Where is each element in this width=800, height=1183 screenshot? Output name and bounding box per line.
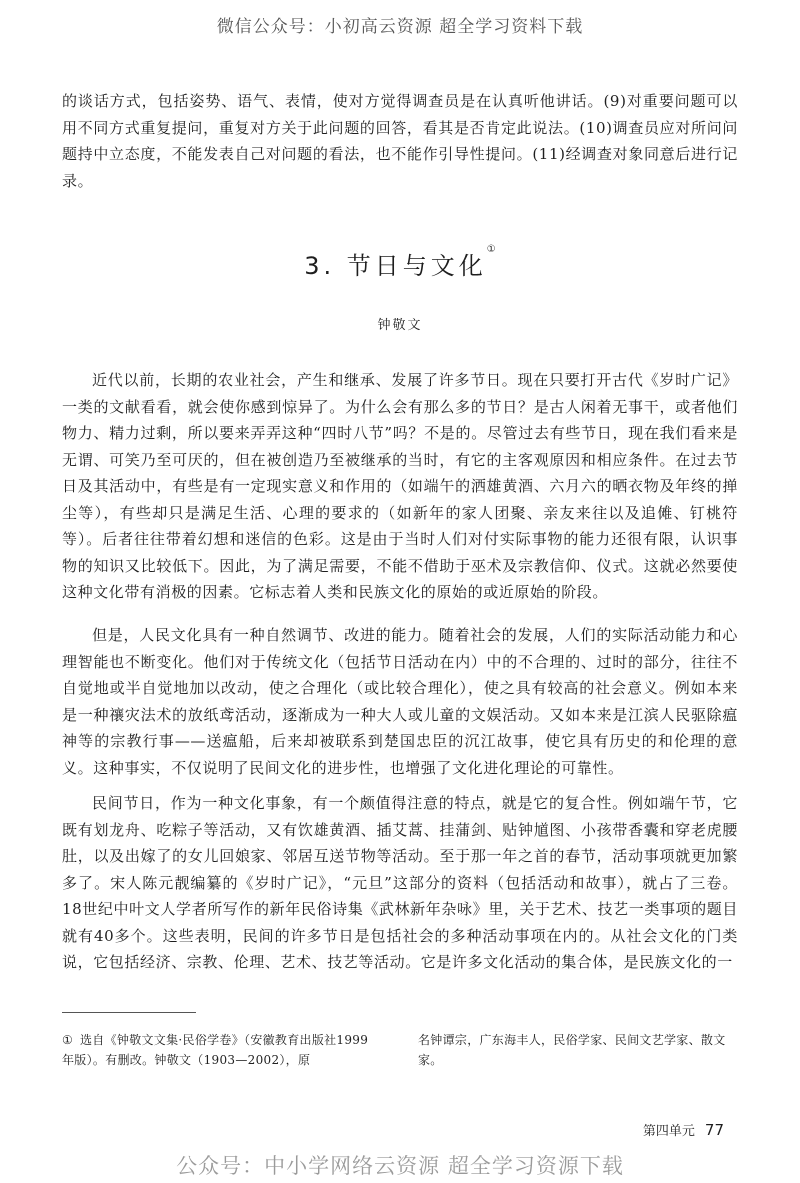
footnote-left-column [62, 1030, 380, 1070]
bottom-watermark-banner: 公众号：中小学网络云资源 超全学习资源下载 [176, 1154, 624, 1178]
footnote-mark: ① [62, 1033, 74, 1047]
body-paragraph-3: 民间节日，作为一种文化事象，有一个颇值得注意的特点，就是它的复合性。例如端午节，它既有划龙舟、吃粽子等活动，又有饮雄黄酒、插艾蒿、挂蒲剑、贴钟馗图、小孩带香囊和穿老虎腰肚，以及出嫁了的女儿回娘家、邻居互送节物等活动。至于那一年之首的春节，活动事项就更加繁多了。宋人陈元靓编纂的《岁时广记》，“元旦”这部分的资料（包括活动和故事），就占了三卷。18世纪中叶文人学者所写作的新年民俗诗集《武林新年杂咏》里，关于艺术、技艺一类事项的题目就有40多个。这些表明，民间的许多节日是包括社会的多种活动事项在内的。从社会文化的门类说，它包括经济、宗教、伦理、艺术、技艺等活动。它是许多文化活动的集合体，是民族文化的一 [62, 794, 738, 971]
footnote-right-column: 名钟谭宗，广东海丰人，民俗学家、民间文艺学家、散文家。 [418, 1033, 726, 1067]
footnote-reference: ① [486, 244, 496, 255]
top-watermark-banner: 微信公众号：小初高云资源 超全学习资料下载 [216, 17, 584, 37]
footnote-left-text: 选自《钟敬文文集·民俗学卷》（安徽教育出版社1999年版）。有删改。钟敬文（1903—2002），原 [62, 1033, 369, 1067]
body-paragraph-2: 但是，人民文化具有一种自然调节、改进的能力。随着社会的发展，人们的实际活动能力和心理智能也不断变化。他们对于传统文化（包括节日活动在内）中的不合理的、过时的部分，往往不自觉地或半自觉地加以改动，使之合理化（或比较合理化），使之具有较高的社会意义。例如本来是一种禳灾法术的放纸鸢活动，逐渐成为一种大人或儿童的文娱活动。又如本来是江滨人民驱除瘟神等的宗教行事——送瘟船，后来却被联系到楚国忠臣的沉江故事，使它具有历史的和伦理的意义。这种事实，不仅说明了民间文化的进步性，也增强了文化进化理论的可靠性。 [62, 626, 738, 777]
page-number: 77 [704, 1121, 724, 1139]
footnote-divider [62, 1012, 196, 1013]
unit-label: 第四单元 [642, 1124, 695, 1139]
page-footer [643, 1120, 724, 1139]
body-paragraph-1: 近代以前，长期的农业社会，产生和继承、发展了许多节日。现在只要打开古代《岁时广记》一类的文献看看，就会使你感到惊异了。为什么会有那么多的节日？是古人闲着无事干，或者他们物力、精力过剩，所以要来弄弄这种“四时八节”吗？不是的。尽管过去有些节日，现在我们看来是无谓、可笑乃至可厌的，但在被创造乃至被继承的当时，有它的主客观原因和相应条件。在过去节日及其活动中，有些是有一定现实意义和作用的（如端午的洒雄黄酒、六月六的晒衣物及年终的掸尘等），有些却只是满足生活、心理的要求的（如新年的家人团聚、亲友来往以及追傩、钉桃符等）。后者往往带着幻想和迷信的色彩。这是由于当时人们对付实际事物的能力还很有限，认识事物的知识又比较低下。因此，为了满足需要，不能不借助于巫术及宗教信仰、仪式。这就必然要使这种文化带有消极的因素。它标志着人类和民族文化的原始的或近原始的阶段。 [62, 371, 738, 601]
article-title-text: 3. 节日与文化 [304, 252, 487, 280]
intro-paragraph: 的谈话方式，包括姿势、语气、表情，使对方觉得调查员是在认真听他讲话。(9)对重要问题可以用不同方式重复提问，重复对方关于此问题的回答，看其是否肯定此说法。(10)调查员应对所问问题持中立态度，不能发表自己对问题的看法，也不能作引导性提问。(11)经调查对象同意后进行记录。 [62, 92, 738, 190]
article-title [0, 246, 800, 281]
article-author: 钟敬文 [377, 318, 423, 333]
